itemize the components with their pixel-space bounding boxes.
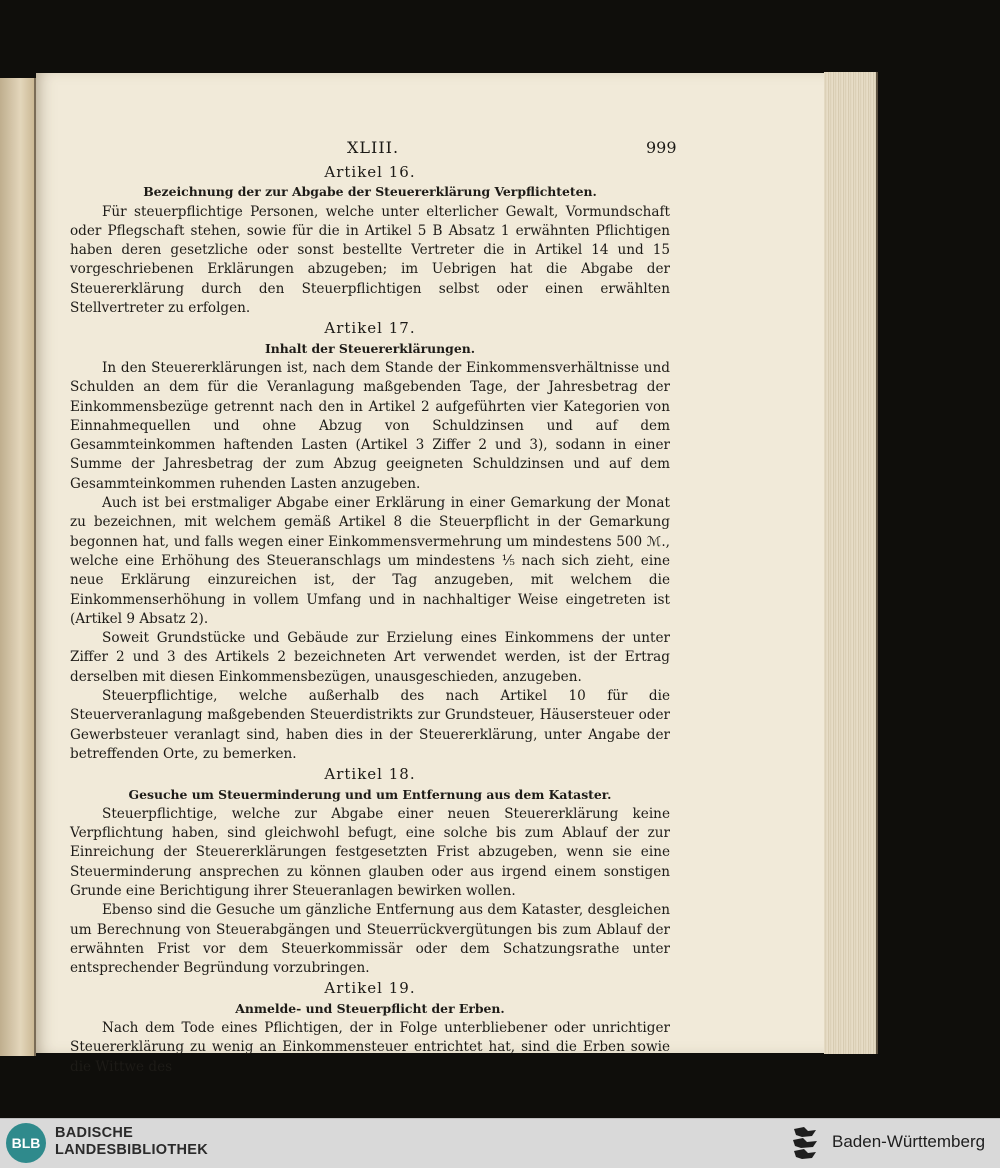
paragraph: Ebenso sind die Gesuche um gänzliche Entfernung aus dem Kataster, desgleichen um Berechnung von Steuerabgängen und Steuerrückvergütungen bis zum Ablauf der erwähnten Frist vor dem Steuerkommissär oder dem Schatzungsrathe unter entsprechender Begründung vorzubringen. (70, 902, 670, 977)
paragraph: Für steuerpflichtige Personen, welche unter elterlicher Gewalt, Vormundschaft oder Pflegschaft stehen, sowie für die in Artikel 5 B Absatz 1 erwähnten Pflichtigen haben deren gesetzliche oder sonst bestellte Vertreter die in Artikel 14 und 15 vorgeschriebenen Erklärungen abzugeben; im Uebrigen hat die Abgabe der Steuererklärung durch den Steuerpflichtigen selbst oder einen erwählten Stellvertreter zu erfolgen. (70, 203, 670, 317)
article-subtitle: Anmelde- und Steuerpflicht der Erben. (235, 1000, 505, 1016)
page-text (70, 162, 670, 1077)
article-heading: Artikel 19. (324, 979, 416, 998)
article-heading: Artikel 17. (324, 319, 416, 338)
article-heading: Artikel 16. (324, 163, 416, 181)
article-subtitle: Gesuche um Steuerminderung und um Entfernung aus dem Kataster. (128, 786, 612, 802)
article-heading: Artikel 18. (324, 765, 416, 784)
facing-page-edge (0, 78, 36, 1056)
paragraph: In den Steuererklärungen ist, nach dem Stande der Einkommensverhältnisse und Schulden an dem für die Veranlagung maßgebenden Tage, der Jahresbetrag der Einkommensbezüge getrennt nach den in Artikel 2 aufgeführten vier Kategorien von Einnahmequellen und ohne Abzug von Schuldzinsen und auf dem Gesammteinkommen haftenden Lasten (Artikel 3 Ziffer 2 und 3), sodann in einer Summe der Jahresbetrag der zum Abzug geeigneten Schuldzinsen und auf dem Gesammteinkommen ruhenden Lasten anzugeben. (70, 359, 670, 492)
page-number: 999 (646, 138, 677, 157)
footer-bar (0, 1118, 1000, 1168)
baden-wuerttemberg-emblem-icon[interactable] (790, 1125, 822, 1161)
paragraph: Steuerpflichtige, welche zur Abgabe einer neuen Steuererklärung keine Verpflichtung haben, sind gleichwohl befugt, eine solche bis zum Ablauf der zur Einreichung der Steuererklärungen festgesetzten Frist abzugeben, wenn sie eine Steuerminderung ansprechen zu können glauben oder aus irgend einem sonstigen Grunde eine Berichtigung ihrer Steueranlagen bewirken wollen. (70, 805, 670, 899)
library-name[interactable] (55, 1125, 208, 1159)
state-name[interactable]: Baden-Württemberg (832, 1132, 986, 1151)
library-name-line2: LANDESBIBLIOTHEK (55, 1142, 209, 1158)
paragraph: Nach dem Tode eines Pflichtigen, der in Folge unterbliebener oder unrichtiger Steuererklärung zu wenig an Einkommensteuer entrichtet hat, sind die Erben sowie die Wittwe des (70, 1020, 670, 1075)
blb-logo-icon[interactable]: BLB (6, 1123, 46, 1163)
library-name-line1: BADISCHE (55, 1125, 134, 1141)
page-stack-edges (824, 72, 878, 1054)
article-subtitle: Bezeichnung der zur Abgabe der Steuererklärung Verpflichteten. (143, 184, 597, 200)
paragraph: Soweit Grundstücke und Gebäude zur Erzielung eines Einkommens der unter Ziffer 2 und 3 des Artikels 2 bezeichneten Art verwendet werden, ist der Ertrag derselben mit diesen Einkommensbezügen, unausgeschieden, anzugeben. (70, 630, 670, 685)
article-subtitle: Inhalt der Steuererklärungen. (264, 340, 476, 356)
paragraph: Steuerpflichtige, welche außerhalb des nach Artikel 10 für die Steuerveranlagung maßgebenden Steuerdistrikts zur Grundsteuer, Häusersteuer oder Gewerbsteuer veranlagt sind, haben dies in der Steuererklärung, unter Angabe der betreffenden Orte, zu bemerken. (70, 688, 670, 762)
running-head: XLIII. (347, 138, 400, 157)
paragraph: Auch ist bei erstmaliger Abgabe einer Erklärung in einer Gemarkung der Monat zu bezeichnen, mit welchem gemäß Artikel 8 die Steuerpflicht in der Gemarkung begonnen hat, und falls wegen einer Einkommensvermehrung um mindestens 500 ℳ., welche eine Erhöhung des Steueranschlags um mindestens ⅕ nach sich zieht, eine neue Erklärung einzureichen ist, der Tag anzugeben, mit welchem die Einkommenserhöhung in vollem Umfang und in nachhaltiger Weise eingetreten ist (Artikel 9 Absatz 2). (70, 495, 670, 627)
page-header (0, 138, 1000, 158)
